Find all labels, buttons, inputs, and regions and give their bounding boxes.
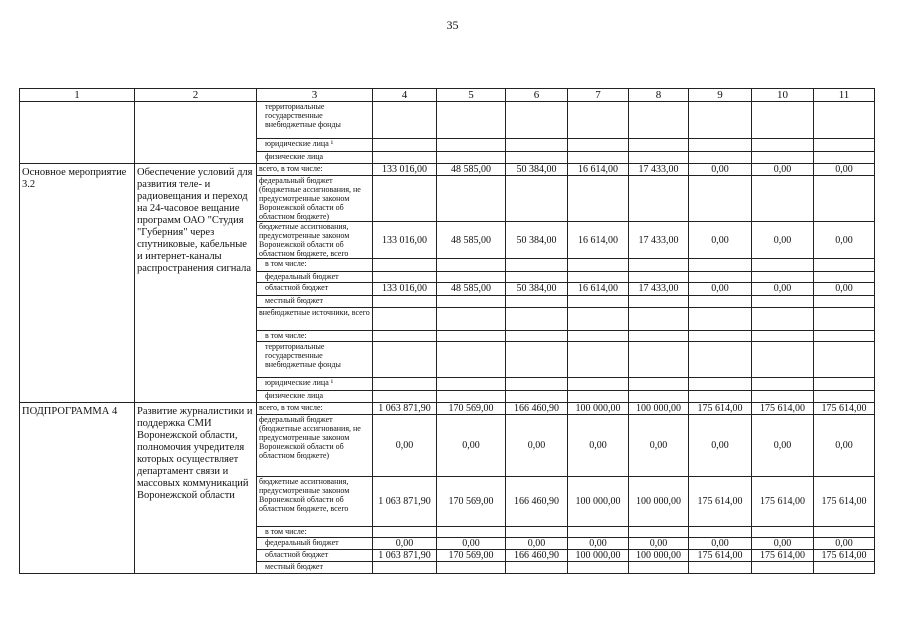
value-cell: 1 063 871,90: [373, 550, 437, 562]
value-cell: [506, 259, 568, 272]
cell: [373, 139, 437, 152]
value-cell: 100 000,00: [629, 403, 689, 415]
value-cell: [629, 527, 689, 538]
value-cell: 0,00: [689, 222, 752, 259]
cell: [752, 139, 814, 152]
value-cell: [814, 342, 875, 378]
cell: [135, 102, 257, 164]
value-cell: [629, 259, 689, 272]
value-cell: 1 063 871,90: [373, 477, 437, 527]
value-cell: 0,00: [752, 283, 814, 296]
cell: [629, 102, 689, 139]
value-cell: [373, 272, 437, 283]
row-label: федеральный бюджет: [257, 538, 373, 550]
value-cell: 0,00: [568, 415, 629, 477]
value-cell: [689, 527, 752, 538]
value-cell: 0,00: [689, 415, 752, 477]
row-label: федеральный бюджет (бюджетные ассигнования, не предусмотренные законом Воронежской области об областном бюджете): [257, 415, 373, 477]
value-cell: 17 433,00: [629, 283, 689, 296]
cell: [506, 139, 568, 152]
value-cell: 175 614,00: [689, 550, 752, 562]
value-cell: [689, 308, 752, 331]
value-cell: [689, 331, 752, 342]
value-cell: [437, 308, 506, 331]
value-cell: [752, 296, 814, 308]
row-label: внебюджетные источники, всего: [257, 308, 373, 331]
value-cell: 0,00: [752, 222, 814, 259]
value-cell: 0,00: [752, 415, 814, 477]
cell: [629, 152, 689, 164]
value-cell: [689, 296, 752, 308]
row-label: бюджетные ассигнования, предусмотренные законом Воронежской области об областном бюджете, всего: [257, 222, 373, 259]
value-cell: [506, 331, 568, 342]
value-cell: [373, 527, 437, 538]
value-cell: [373, 308, 437, 331]
value-cell: 0,00: [437, 538, 506, 550]
value-cell: [568, 308, 629, 331]
value-cell: [568, 272, 629, 283]
value-cell: [568, 527, 629, 538]
value-cell: 16 614,00: [568, 283, 629, 296]
col-header: 5: [437, 89, 506, 102]
cell: [437, 152, 506, 164]
row-label: местный бюджет: [257, 562, 373, 574]
value-cell: [629, 391, 689, 403]
value-cell: [506, 391, 568, 403]
value-cell: [437, 272, 506, 283]
value-cell: [752, 342, 814, 378]
value-cell: [752, 308, 814, 331]
cell: [568, 139, 629, 152]
col-header: 4: [373, 89, 437, 102]
row-label: территориальные государственные внебюджетные фонды: [257, 342, 373, 378]
value-cell: [814, 308, 875, 331]
value-cell: 166 460,90: [506, 477, 568, 527]
value-cell: 0,00: [629, 538, 689, 550]
value-cell: [568, 331, 629, 342]
value-cell: [373, 378, 437, 391]
value-cell: [437, 562, 506, 574]
value-cell: 48 585,00: [437, 222, 506, 259]
cell: [373, 152, 437, 164]
value-cell: [814, 391, 875, 403]
value-cell: [629, 562, 689, 574]
cell: [506, 152, 568, 164]
value-cell: [752, 391, 814, 403]
cell: [814, 102, 875, 139]
col-header: 2: [135, 89, 257, 102]
value-cell: 0,00: [814, 222, 875, 259]
value-cell: [814, 378, 875, 391]
value-cell: 166 460,90: [506, 403, 568, 415]
cell: [689, 139, 752, 152]
value-cell: [506, 296, 568, 308]
cell: [752, 102, 814, 139]
value-cell: 50 384,00: [506, 164, 568, 176]
value-cell: [814, 331, 875, 342]
value-cell: [437, 296, 506, 308]
cell: [752, 152, 814, 164]
value-cell: 0,00: [814, 415, 875, 477]
value-cell: 175 614,00: [814, 550, 875, 562]
value-cell: [689, 562, 752, 574]
value-cell: [568, 259, 629, 272]
value-cell: [437, 527, 506, 538]
value-cell: 0,00: [506, 415, 568, 477]
cell: [568, 102, 629, 139]
section-description: Обеспечение условий для развития теле- и радиовещания и переход на 24-часовое вещание программ ОАО "Студия "Губерния" через спутниковые, кабельные и интернет-каналы распространения сигнала: [135, 164, 257, 403]
value-cell: [689, 259, 752, 272]
section-name: ПОДПРОГРАММА 4: [20, 403, 135, 574]
value-cell: 100 000,00: [568, 403, 629, 415]
value-cell: [568, 562, 629, 574]
value-cell: [629, 378, 689, 391]
value-cell: [689, 391, 752, 403]
value-cell: 0,00: [689, 283, 752, 296]
value-cell: [629, 176, 689, 222]
value-cell: 0,00: [568, 538, 629, 550]
value-cell: [437, 342, 506, 378]
value-cell: [506, 176, 568, 222]
cell: [437, 102, 506, 139]
value-cell: 170 569,00: [437, 477, 506, 527]
col-header: 10: [752, 89, 814, 102]
cell: [814, 152, 875, 164]
value-cell: [373, 331, 437, 342]
value-cell: 0,00: [506, 538, 568, 550]
value-cell: [629, 331, 689, 342]
budget-table: [19, 88, 875, 574]
value-cell: [689, 176, 752, 222]
value-cell: [629, 296, 689, 308]
table-row: [20, 164, 875, 176]
row-label: в том числе:: [257, 331, 373, 342]
value-cell: 166 460,90: [506, 550, 568, 562]
row-label: физические лица: [257, 152, 373, 164]
value-cell: 0,00: [814, 283, 875, 296]
value-cell: [373, 342, 437, 378]
value-cell: [437, 259, 506, 272]
value-cell: 0,00: [373, 415, 437, 477]
value-cell: 17 433,00: [629, 222, 689, 259]
value-cell: 175 614,00: [752, 550, 814, 562]
value-cell: 16 614,00: [568, 222, 629, 259]
value-cell: 0,00: [814, 164, 875, 176]
value-cell: 175 614,00: [814, 477, 875, 527]
cell: [437, 139, 506, 152]
value-cell: [437, 391, 506, 403]
value-cell: [506, 378, 568, 391]
cell: [689, 102, 752, 139]
table-row: [20, 403, 875, 415]
col-header: 6: [506, 89, 568, 102]
cell: [506, 102, 568, 139]
cell: [629, 139, 689, 152]
value-cell: [814, 562, 875, 574]
row-label: областной бюджет: [257, 550, 373, 562]
value-cell: 175 614,00: [752, 477, 814, 527]
col-header: 3: [257, 89, 373, 102]
value-cell: [752, 562, 814, 574]
value-cell: [506, 342, 568, 378]
value-cell: [629, 272, 689, 283]
col-header: 7: [568, 89, 629, 102]
value-cell: [814, 176, 875, 222]
value-cell: [752, 176, 814, 222]
cell: [373, 102, 437, 139]
col-header: 11: [814, 89, 875, 102]
value-cell: [689, 378, 752, 391]
value-cell: [568, 342, 629, 378]
value-cell: [629, 342, 689, 378]
value-cell: [373, 296, 437, 308]
value-cell: [506, 308, 568, 331]
value-cell: 0,00: [689, 538, 752, 550]
value-cell: [629, 308, 689, 331]
value-cell: [752, 331, 814, 342]
row-label: в том числе:: [257, 259, 373, 272]
row-label: бюджетные ассигнования, предусмотренные законом Воронежской области об областном бюджете, всего: [257, 477, 373, 527]
value-cell: [568, 296, 629, 308]
value-cell: [568, 391, 629, 403]
cell: [689, 152, 752, 164]
value-cell: [814, 272, 875, 283]
row-label: юридические лица ¹: [257, 378, 373, 391]
value-cell: 170 569,00: [437, 550, 506, 562]
value-cell: 0,00: [752, 164, 814, 176]
row-label: в том числе:: [257, 527, 373, 538]
value-cell: 0,00: [814, 538, 875, 550]
value-cell: 175 614,00: [752, 403, 814, 415]
value-cell: [752, 259, 814, 272]
value-cell: 0,00: [373, 538, 437, 550]
value-cell: [752, 527, 814, 538]
value-cell: 175 614,00: [814, 403, 875, 415]
value-cell: [814, 527, 875, 538]
value-cell: [373, 391, 437, 403]
value-cell: [437, 176, 506, 222]
value-cell: 175 614,00: [689, 403, 752, 415]
value-cell: 100 000,00: [568, 477, 629, 527]
row-label: территориальные государственные внебюджетные фонды: [257, 102, 373, 139]
value-cell: 0,00: [629, 415, 689, 477]
row-label: юридические лица ¹: [257, 139, 373, 152]
value-cell: 100 000,00: [568, 550, 629, 562]
value-cell: [373, 562, 437, 574]
value-cell: 175 614,00: [689, 477, 752, 527]
row-label: федеральный бюджет: [257, 272, 373, 283]
value-cell: 17 433,00: [629, 164, 689, 176]
value-cell: 133 016,00: [373, 222, 437, 259]
row-label: федеральный бюджет (бюджетные ассигнования, не предусмотренные законом Воронежской области об областном бюджете): [257, 176, 373, 222]
value-cell: 133 016,00: [373, 283, 437, 296]
value-cell: 0,00: [752, 538, 814, 550]
value-cell: [437, 378, 506, 391]
col-header: 9: [689, 89, 752, 102]
value-cell: 16 614,00: [568, 164, 629, 176]
row-label: всего, в том числе:: [257, 164, 373, 176]
table-row: [20, 102, 875, 139]
value-cell: 100 000,00: [629, 477, 689, 527]
value-cell: [814, 259, 875, 272]
value-cell: 50 384,00: [506, 222, 568, 259]
cell: [814, 139, 875, 152]
value-cell: [568, 378, 629, 391]
value-cell: [752, 378, 814, 391]
cell: [568, 152, 629, 164]
value-cell: [373, 259, 437, 272]
value-cell: [752, 272, 814, 283]
value-cell: [506, 272, 568, 283]
value-cell: 133 016,00: [373, 164, 437, 176]
section-name: Основное мероприятие 3.2: [20, 164, 135, 403]
value-cell: [689, 272, 752, 283]
value-cell: [814, 296, 875, 308]
value-cell: [689, 342, 752, 378]
value-cell: [568, 176, 629, 222]
header-row: [20, 89, 875, 102]
row-label: областной бюджет: [257, 283, 373, 296]
page-number: 35: [446, 18, 459, 32]
value-cell: [373, 176, 437, 222]
col-header: 1: [20, 89, 135, 102]
row-label: местный бюджет: [257, 296, 373, 308]
value-cell: 170 569,00: [437, 403, 506, 415]
value-cell: [437, 331, 506, 342]
row-label: всего, в том числе:: [257, 403, 373, 415]
value-cell: [506, 562, 568, 574]
cell: [20, 102, 135, 164]
col-header: 8: [629, 89, 689, 102]
section-description: Развитие журналистики и поддержка СМИ Воронежской области, полномочия учредителя которых осуществляет департамент связи и массовых коммуникаций Воронежской области: [135, 403, 257, 574]
value-cell: 0,00: [437, 415, 506, 477]
value-cell: 100 000,00: [629, 550, 689, 562]
value-cell: 1 063 871,90: [373, 403, 437, 415]
value-cell: [506, 527, 568, 538]
row-label: физические лица: [257, 391, 373, 403]
value-cell: 48 585,00: [437, 164, 506, 176]
value-cell: 0,00: [689, 164, 752, 176]
value-cell: 50 384,00: [506, 283, 568, 296]
value-cell: 48 585,00: [437, 283, 506, 296]
